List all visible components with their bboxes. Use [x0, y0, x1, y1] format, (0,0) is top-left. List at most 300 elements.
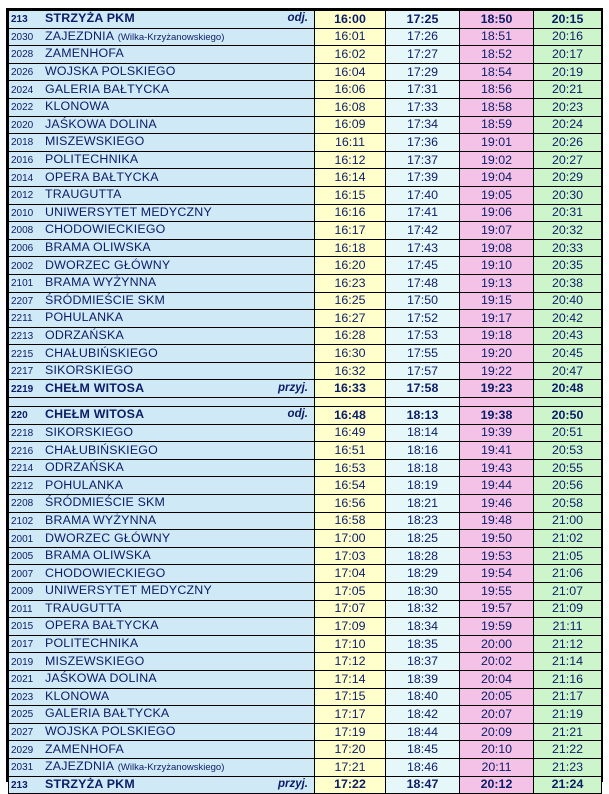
departure-time: 17:37: [386, 151, 460, 169]
stop-cell: [9, 776, 315, 794]
departure-time: 20:15: [534, 11, 602, 29]
stop-code: 2007: [11, 568, 34, 580]
stop-name: SIKORSKIEGO: [45, 363, 134, 378]
table-row: [9, 292, 602, 310]
departure-time: 18:54: [460, 63, 534, 81]
stop-mark: odj.: [287, 408, 308, 421]
stop-code: 2009: [11, 586, 34, 598]
departure-time: 16:51: [315, 442, 386, 460]
departure-time: 17:03: [315, 547, 386, 565]
stop-name: CHAŁUBIŃSKIEGO: [45, 442, 158, 457]
departure-time: 17:58: [386, 380, 460, 398]
stop-name: TRAUGUTTA: [45, 187, 122, 202]
stop-code: 2214: [11, 463, 34, 475]
stop-name: KLONOWA: [45, 688, 110, 703]
departure-time: 16:14: [315, 169, 386, 187]
departure-time: 19:13: [460, 274, 534, 292]
table-row: [9, 11, 602, 29]
stop-cell: [9, 723, 315, 741]
departure-time: 20:53: [534, 442, 602, 460]
departure-time: 19:44: [460, 477, 534, 495]
departure-time: 17:25: [386, 11, 460, 29]
stop-code: 2011: [11, 603, 33, 615]
departure-time: 16:12: [315, 151, 386, 169]
stop-name: CHEŁM WITOSA: [45, 407, 145, 422]
departure-time: 20:17: [534, 46, 602, 64]
divider-cell: [386, 398, 460, 407]
stop-code: 2219: [11, 383, 34, 395]
departure-time: 19:17: [460, 310, 534, 328]
stop-name: JAŚKOWA DOLINA: [45, 116, 157, 131]
table-row: [9, 116, 602, 134]
departure-time: 18:19: [386, 477, 460, 495]
stop-name: MISZEWSKIEGO: [45, 653, 145, 668]
stop-cell: [9, 134, 315, 152]
stop-cell: [9, 239, 315, 257]
table-row: [9, 327, 602, 345]
departure-time: 18:40: [386, 688, 460, 706]
stop-name: ZAMENHOFA: [45, 741, 124, 756]
divider-cell: [534, 398, 602, 407]
departure-time: 17:10: [315, 635, 386, 653]
departure-time: 18:23: [386, 512, 460, 530]
departure-time: 19:55: [460, 583, 534, 601]
departure-time: 18:39: [386, 670, 460, 688]
departure-time: 16:16: [315, 204, 386, 222]
departure-time: 17:20: [315, 741, 386, 759]
departure-time: 18:46: [386, 758, 460, 776]
departure-time: 19:08: [460, 239, 534, 257]
departure-time: 17:27: [386, 46, 460, 64]
departure-time: 20:32: [534, 222, 602, 240]
departure-time: 16:30: [315, 345, 386, 363]
stop-cell: [9, 274, 315, 292]
departure-time: 17:45: [386, 257, 460, 275]
departure-time: 16:27: [315, 310, 386, 328]
stop-code: 2017: [11, 639, 34, 651]
departure-time: 20:47: [534, 362, 602, 380]
stop-cell: [9, 424, 315, 442]
departure-time: 19:23: [460, 380, 534, 398]
departure-time: 16:23: [315, 274, 386, 292]
departure-time: 17:50: [386, 292, 460, 310]
stop-mark: odj.: [287, 12, 308, 25]
departure-time: 19:15: [460, 292, 534, 310]
stop-cell: [9, 688, 315, 706]
stop-name: DWORZEC GŁÓWNY: [45, 257, 171, 272]
departure-time: 18:28: [386, 547, 460, 565]
departure-time: 17:31: [386, 81, 460, 99]
table-row: [9, 380, 602, 398]
stop-code: 2030: [11, 31, 34, 43]
stop-code: 2026: [11, 67, 34, 79]
stop-mark: przyj.: [277, 381, 308, 394]
table-row: [9, 345, 602, 363]
departure-time: 20:38: [534, 274, 602, 292]
departure-time: 18:50: [460, 11, 534, 29]
stop-cell: [9, 345, 315, 363]
departure-time: 20:00: [460, 635, 534, 653]
departure-time: 16:33: [315, 380, 386, 398]
stop-name: OPERA BAŁTYCKA: [45, 169, 159, 184]
departure-time: 21:00: [534, 512, 602, 530]
departure-time: 19:05: [460, 186, 534, 204]
stop-cell: [9, 81, 315, 99]
table-row: [9, 670, 602, 688]
departure-time: 18:59: [460, 116, 534, 134]
stop-cell: [9, 362, 315, 380]
stop-name: WOJSKA POLSKIEGO: [45, 724, 176, 739]
table-row: [9, 459, 602, 477]
departure-time: 16:25: [315, 292, 386, 310]
departure-time: 20:48: [534, 380, 602, 398]
table-row: [9, 424, 602, 442]
stop-cell: [9, 583, 315, 601]
departure-time: 19:50: [460, 530, 534, 548]
departure-time: 17:21: [315, 758, 386, 776]
stop-cell: [9, 151, 315, 169]
departure-time: 18:29: [386, 565, 460, 583]
departure-time: 20:12: [460, 776, 534, 794]
departure-time: 16:15: [315, 186, 386, 204]
stop-name: GALERIA BAŁTYCKA: [45, 706, 170, 721]
departure-time: 20:58: [534, 495, 602, 513]
departure-time: 16:54: [315, 477, 386, 495]
departure-time: 17:04: [315, 565, 386, 583]
stop-code: 2025: [11, 709, 34, 721]
timetable-body: [9, 11, 602, 794]
departure-time: 18:42: [386, 706, 460, 724]
departure-time: 19:48: [460, 512, 534, 530]
stop-name: POHULANKA: [45, 310, 124, 325]
departure-time: 21:06: [534, 565, 602, 583]
departure-time: 20:31: [534, 204, 602, 222]
stop-name: BRAMA WYŻYNNA: [45, 275, 157, 290]
departure-time: 21:16: [534, 670, 602, 688]
departure-time: 21:05: [534, 547, 602, 565]
departure-time: 20:23: [534, 98, 602, 116]
departure-time: 17:52: [386, 310, 460, 328]
stop-code: 2014: [11, 172, 34, 184]
departure-time: 18:37: [386, 653, 460, 671]
departure-time: 17:26: [386, 28, 460, 46]
departure-time: 16:06: [315, 81, 386, 99]
stop-code: 2023: [11, 691, 34, 703]
stop-cell: [9, 169, 315, 187]
departure-time: 20:43: [534, 327, 602, 345]
departure-time: 16:09: [315, 116, 386, 134]
stop-code: 220: [11, 410, 28, 422]
stop-cell: [9, 98, 315, 116]
table-row: [9, 776, 602, 794]
stop-name: UNIWERSYTET MEDYCZNY: [45, 204, 212, 219]
divider-cell: [315, 398, 386, 407]
stop-mark: przyj.: [277, 777, 308, 790]
stop-code: 2218: [11, 427, 34, 439]
table-row: [9, 618, 602, 636]
departure-time: 19:53: [460, 547, 534, 565]
stop-name: ODRZAŃSKA: [45, 327, 124, 342]
stop-name: ZAJEZDNIA: [45, 28, 115, 43]
table-row: [9, 741, 602, 759]
table-row: [9, 204, 602, 222]
stop-code: 2029: [11, 744, 34, 756]
stop-subname: (Wilka-Krzyżanowskiego): [117, 762, 225, 774]
stop-code: 2024: [11, 84, 34, 96]
departure-time: 16:04: [315, 63, 386, 81]
departure-time: 18:52: [460, 46, 534, 64]
stop-name: KLONOWA: [45, 99, 110, 114]
departure-time: 19:18: [460, 327, 534, 345]
stop-code: 2006: [11, 243, 34, 255]
departure-time: 21:07: [534, 583, 602, 601]
stop-code: 213: [11, 779, 28, 791]
departure-time: 20:02: [460, 653, 534, 671]
departure-time: 17:22: [315, 776, 386, 794]
departure-time: 17:43: [386, 239, 460, 257]
departure-time: 20:26: [534, 134, 602, 152]
table-row: [9, 134, 602, 152]
stop-cell: [9, 565, 315, 583]
departure-time: 17:55: [386, 345, 460, 363]
departure-time: 16:17: [315, 222, 386, 240]
stop-name: ŚRÓDMIEŚCIE SKM: [45, 495, 166, 510]
departure-time: 20:07: [460, 706, 534, 724]
stop-cell: [9, 204, 315, 222]
stop-code: 2215: [11, 348, 34, 360]
departure-time: 16:20: [315, 257, 386, 275]
stop-cell: [9, 327, 315, 345]
stop-name: DWORZEC GŁÓWNY: [45, 530, 171, 545]
table-row: [9, 512, 602, 530]
stop-cell: [9, 477, 315, 495]
table-row: [9, 758, 602, 776]
stop-cell: [9, 63, 315, 81]
stop-name: CHODOWIECKIEGO: [45, 565, 166, 580]
departure-time: 20:19: [534, 63, 602, 81]
table-row: [9, 442, 602, 460]
stop-cell: [9, 380, 315, 398]
stop-cell: [9, 758, 315, 776]
departure-time: 17:40: [386, 186, 460, 204]
stop-code: 2005: [11, 551, 34, 563]
departure-time: 17:05: [315, 583, 386, 601]
stop-name: CHEŁM WITOSA: [45, 380, 145, 395]
departure-time: 16:56: [315, 495, 386, 513]
departure-time: 17:00: [315, 530, 386, 548]
departure-time: 20:21: [534, 81, 602, 99]
stop-cell: [9, 600, 315, 618]
stop-code: 2211: [11, 313, 33, 325]
stop-subname: (Wilka-Krzyżanowskiego): [117, 31, 225, 43]
table-row: [9, 257, 602, 275]
stop-code: 2020: [11, 119, 34, 131]
departure-time: 16:11: [315, 134, 386, 152]
stop-cell: [9, 186, 315, 204]
departure-time: 16:18: [315, 239, 386, 257]
departure-time: 18:35: [386, 635, 460, 653]
departure-time: 20:45: [534, 345, 602, 363]
departure-time: 19:38: [460, 407, 534, 425]
departure-time: 16:01: [315, 28, 386, 46]
departure-time: 17:57: [386, 362, 460, 380]
stop-cell: [9, 292, 315, 310]
table-row: [9, 239, 602, 257]
departure-time: 21:21: [534, 723, 602, 741]
stop-code: 2216: [11, 445, 34, 457]
departure-time: 20:05: [460, 688, 534, 706]
stop-code: 2208: [11, 498, 34, 510]
table-row: [9, 583, 602, 601]
departure-time: 16:08: [315, 98, 386, 116]
departure-time: 19:39: [460, 424, 534, 442]
stop-code: 2022: [11, 102, 34, 114]
stop-cell: [9, 222, 315, 240]
departure-time: 20:42: [534, 310, 602, 328]
stop-code: 2010: [11, 207, 34, 219]
stop-name: MISZEWSKIEGO: [45, 134, 145, 149]
departure-time: 17:34: [386, 116, 460, 134]
table-row: [9, 477, 602, 495]
table-row: [9, 222, 602, 240]
stop-code: 2015: [11, 621, 34, 633]
departure-time: 16:02: [315, 46, 386, 64]
departure-time: 20:51: [534, 424, 602, 442]
departure-time: 17:07: [315, 600, 386, 618]
stop-name: CHODOWIECKIEGO: [45, 222, 166, 237]
stop-code: 2018: [11, 137, 34, 149]
departure-time: 19:46: [460, 495, 534, 513]
table-row: [9, 274, 602, 292]
departure-time: 18:18: [386, 459, 460, 477]
stop-cell: [9, 670, 315, 688]
departure-time: 19:10: [460, 257, 534, 275]
departure-time: 16:28: [315, 327, 386, 345]
departure-time: 19:57: [460, 600, 534, 618]
stop-code: 2212: [11, 480, 34, 492]
table-row: [9, 310, 602, 328]
departure-time: 20:40: [534, 292, 602, 310]
departure-time: 17:53: [386, 327, 460, 345]
departure-time: 21:19: [534, 706, 602, 724]
table-row: [9, 688, 602, 706]
stop-name: STRZYŻA PKM: [45, 11, 135, 26]
departure-time: 16:53: [315, 459, 386, 477]
stop-code: 2002: [11, 260, 34, 272]
departure-time: 20:35: [534, 257, 602, 275]
stop-code: 2008: [11, 225, 34, 237]
stop-name: UNIWERSYTET MEDYCZNY: [45, 583, 212, 598]
table-row: [9, 407, 602, 425]
departure-time: 19:20: [460, 345, 534, 363]
stop-cell: [9, 618, 315, 636]
departure-time: 21:22: [534, 741, 602, 759]
table-row: [9, 169, 602, 187]
departure-time: 20:50: [534, 407, 602, 425]
stop-name: ODRZAŃSKA: [45, 460, 124, 475]
departure-time: 18:32: [386, 600, 460, 618]
table-row: [9, 63, 602, 81]
table-row: [9, 495, 602, 513]
departure-time: 19:07: [460, 222, 534, 240]
departure-time: 18:45: [386, 741, 460, 759]
departure-time: 19:41: [460, 442, 534, 460]
table-row: [9, 565, 602, 583]
stop-name: BRAMA OLIWSKA: [45, 548, 151, 563]
stop-cell: [9, 11, 315, 29]
stop-name: JAŚKOWA DOLINA: [45, 671, 157, 686]
section-divider: [9, 398, 602, 407]
departure-time: 20:29: [534, 169, 602, 187]
stop-code: 2019: [11, 656, 34, 668]
departure-time: 18:25: [386, 530, 460, 548]
departure-time: 18:58: [460, 98, 534, 116]
stop-code: 2102: [11, 515, 34, 527]
departure-time: 18:34: [386, 618, 460, 636]
departure-time: 20:55: [534, 459, 602, 477]
stop-code: 2217: [11, 366, 34, 378]
stop-cell: [9, 741, 315, 759]
departure-time: 20:27: [534, 151, 602, 169]
departure-time: 21:12: [534, 635, 602, 653]
stop-cell: [9, 46, 315, 64]
departure-time: 17:33: [386, 98, 460, 116]
stop-name: TRAUGUTTA: [45, 600, 122, 615]
stop-code: 2207: [11, 295, 34, 307]
departure-time: 17:48: [386, 274, 460, 292]
stop-cell: [9, 257, 315, 275]
table-row: [9, 653, 602, 671]
table-row: [9, 635, 602, 653]
stop-code: 2021: [11, 674, 34, 686]
departure-time: 17:39: [386, 169, 460, 187]
stop-cell: [9, 459, 315, 477]
departure-time: 21:09: [534, 600, 602, 618]
departure-time: 18:14: [386, 424, 460, 442]
departure-time: 20:10: [460, 741, 534, 759]
departure-time: 21:11: [534, 618, 602, 636]
stop-code: 2012: [11, 190, 34, 202]
table-row: [9, 98, 602, 116]
stop-cell: [9, 512, 315, 530]
departure-time: 20:09: [460, 723, 534, 741]
departure-time: 20:16: [534, 28, 602, 46]
departure-time: 19:02: [460, 151, 534, 169]
departure-time: 19:54: [460, 565, 534, 583]
stop-name: POLITECHNIKA: [45, 152, 139, 167]
departure-time: 17:41: [386, 204, 460, 222]
departure-time: 17:42: [386, 222, 460, 240]
departure-time: 20:24: [534, 116, 602, 134]
table-row: [9, 706, 602, 724]
stop-name: ZAMENHOFA: [45, 46, 124, 61]
table-row: [9, 151, 602, 169]
stop-cell: [9, 547, 315, 565]
table-row: [9, 362, 602, 380]
departure-time: 18:21: [386, 495, 460, 513]
divider-cell: [460, 398, 534, 407]
departure-time: 20:30: [534, 186, 602, 204]
table-row: [9, 600, 602, 618]
departure-time: 17:14: [315, 670, 386, 688]
stop-code: 2016: [11, 155, 34, 167]
stop-cell: [9, 530, 315, 548]
departure-time: 20:11: [460, 758, 534, 776]
stop-code: 2027: [11, 727, 34, 739]
stop-name: STRZYŻA PKM: [45, 776, 135, 791]
departure-time: 16:58: [315, 512, 386, 530]
departure-time: 20:56: [534, 477, 602, 495]
